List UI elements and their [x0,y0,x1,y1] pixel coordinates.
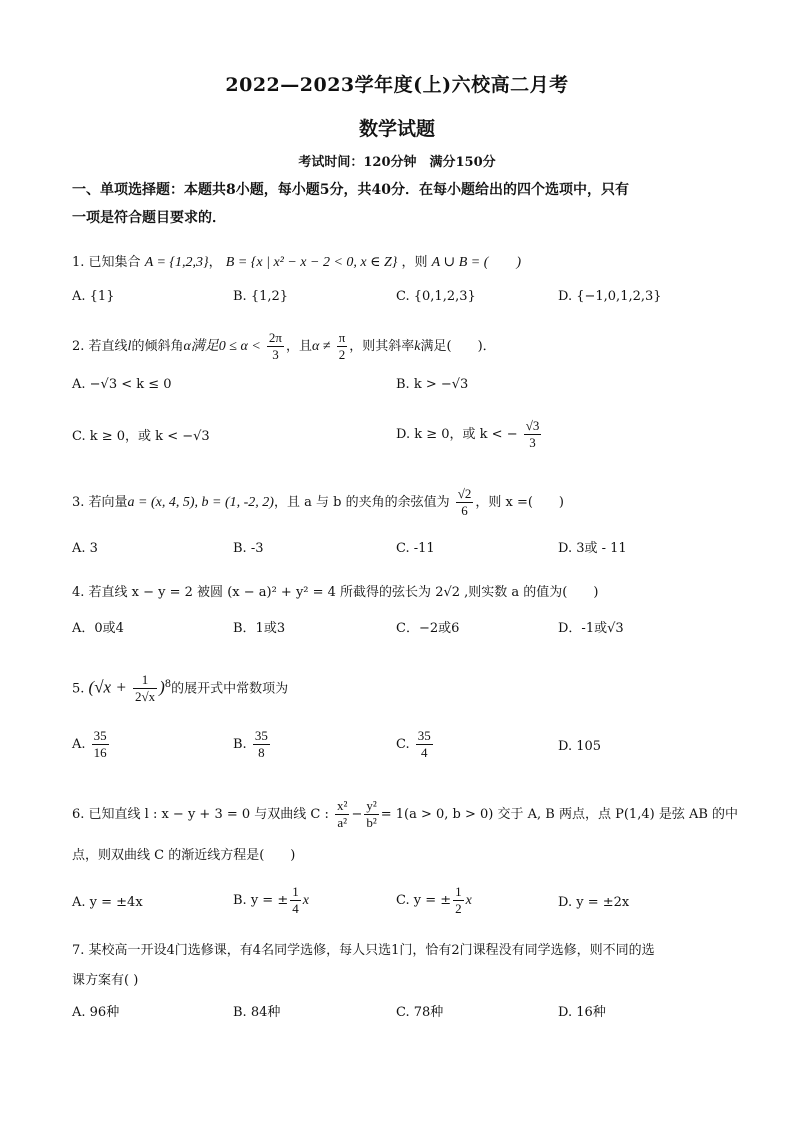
exam-info: 考试时间：120分钟 满分150分 [298,155,496,170]
q4-option-c: C．−2或6 [396,621,460,636]
q6-stem-a: 6. 已知直线 l : x − y + 3 = 0 与双曲线 C : [72,807,329,822]
q7-option-d: D. 16种 [558,1005,606,1020]
q1-option-b: B. {1,2} [233,289,289,304]
q5-option-a-den: 16 [93,745,107,760]
q2-option-b: B. k > −√3 [396,377,469,392]
q7-option-a: A. 96种 [72,1005,120,1020]
q6-option-c-num: 1 [455,884,462,899]
q1-set-b: B = {x | x² − x − 2 < 0, x ∈ Z} [225,255,398,270]
q6-option-d: D. y = ±2x [558,895,630,910]
q2-stem-c: ，且 [286,339,313,354]
q5-option-b-label: B. [233,737,247,752]
q2-frac2-num: π [338,330,346,345]
q3-frac-num: √2 [457,486,472,501]
q2-frac-2pi-3 [267,330,284,363]
question-7-stem-line2: 课方案有( ) [72,973,139,988]
q2-option-c: C. k ≥ 0，或 k < −√3 [72,429,210,444]
q6-option-b-text: B. y = ± [233,893,289,908]
q6-stem-b: = 1(a > 0, b > 0) 交于 A, B 两点，点 P(1,4) 是弦 AB 的中 [380,807,739,822]
q5-option-b-num: 35 [254,728,268,743]
q5-expr-a: (√x + [88,677,127,697]
question-1-stem: 1. 已知集合 A = {1,2,3}， B = {x | x² − x − 2 < 0, x ∈ Z} ，则 A ∪ B = ( ) [72,255,522,270]
question-3-stem [72,486,564,519]
exam-title: 2022—2023学年度(上)六校高二月考 [225,74,569,96]
q2-frac2-den: 2 [338,347,346,362]
q1-stem-b: ，则 [401,255,428,270]
q6-option-b-den: 4 [292,901,299,916]
q6-option-b [233,884,309,917]
q2-frac1-den: 3 [272,347,279,362]
q7-option-c: C. 78种 [396,1005,444,1020]
q6-option-a: A. y = ±4x [72,895,143,910]
subject-title: 数学试题 [358,118,435,140]
question-6-stem-line1 [72,798,738,831]
q4-option-d: D．-1或√3 [558,621,624,636]
q2-option-d-den: 3 [529,435,536,450]
q5-number: 5. [72,681,85,697]
section-heading-line2: 一项是符合题目要求的． [72,210,226,226]
q1-set-a: A = {1,2,3} [144,255,209,270]
q6-option-c-x: x [465,893,472,908]
q2-alpha-ne: α ≠ [312,339,331,354]
q3-option-d: D. 3或 - 11 [558,541,627,556]
q2-option-d [396,418,543,451]
q6-frac-y [364,798,378,831]
q6-frac-x-num: x² [337,798,348,813]
q6-option-c-text: C. y = ± [396,893,452,908]
q5-option-c-label: C. [396,737,410,752]
q2-option-a: A. −√3 < k ≤ 0 [72,377,172,392]
q2-alpha-cond: α满足0 ≤ α < [183,339,261,354]
q4-option-b: B．1或3 [233,621,286,636]
q3-option-c: C. -11 [396,541,435,556]
q5-option-c [396,728,435,761]
q3-option-b: B. -3 [233,541,264,556]
q2-l: l [127,339,132,354]
question-6-stem-line2: 点，则双曲线 C 的渐近线方程是( ) [72,848,296,863]
question-2-stem [72,330,496,363]
q6-option-c [396,884,472,917]
q3-option-a: A. 3 [72,541,98,556]
q2-stem-a: 2. 若直线 [72,339,128,354]
q6-minus: − [351,807,363,822]
q5-power: 8 [164,679,172,690]
q1-option-d: D. {−1,0,1,2,3} [558,289,662,304]
q5-option-c-frac [416,728,433,761]
q5-option-b-frac [253,728,270,761]
q5-frac [133,672,157,705]
q6-option-b-x: x [302,893,309,908]
q3-vectors: a = (x, 4, 5), b = (1, -2, 2) [127,495,274,510]
q6-option-b-frac [290,884,301,917]
q1-option-a: A. {1} [72,289,115,304]
question-4-stem: 4. 若直线 x − y = 2 被圆 (x − a)² + y² = 4 所截得的弦长为 2√2 ,则实数 a 的值为( ) [72,585,599,600]
q5-expr-b: ) [159,677,165,697]
q5-option-a-label: A. [72,737,86,752]
question-5-stem [72,670,288,705]
q2-frac1-num: 2π [268,330,282,345]
q6-option-c-den: 2 [455,901,462,916]
q2-option-d-text: D. k ≥ 0，或 k < − [396,427,518,442]
q5-stem: 的展开式中常数项为 [171,681,289,697]
section-heading-line1: 一、单项选择题：本题共8小题，每小题5分，共40分．在每小题给出的四个选项中，只有 [72,182,629,198]
q2-frac-pi-2 [337,330,348,363]
q1-expr: A ∪ B = ( ) [431,255,522,270]
q5-frac-num: 1 [133,672,157,689]
q2-k: k [414,339,421,354]
q3-stem-a: 3. 若向量 [72,495,128,510]
q1-option-c: C. {0,1,2,3} [396,289,476,304]
q2-stem-d: ，则其斜率 [349,339,415,354]
q6-option-b-num: 1 [292,884,299,899]
q7-option-b: B. 84种 [233,1005,281,1020]
q2-stem-b: 的倾斜角 [131,339,184,354]
q3-stem-b: ，且 a 与 b 的夹角的余弦值为 [273,495,450,510]
q3-frac [456,486,474,519]
q5-option-d: D. 105 [558,739,602,754]
q3-stem-c: ，则 x =( ) [475,495,564,510]
q6-frac-y-num: y² [366,798,377,813]
q2-option-d-frac [524,418,542,451]
q2-stem-e: 满足( )． [420,339,496,354]
q6-option-c-frac [453,884,464,917]
q6-frac-x [335,798,349,831]
q2-option-d-num: √3 [525,418,540,433]
q5-option-c-num: 35 [417,728,431,743]
q1-stem-a: 1. 已知集合 [72,255,141,270]
q5-option-a-num: 35 [93,728,107,743]
q5-option-b-den: 8 [258,745,265,760]
q5-option-a [72,728,111,761]
question-7-stem-line1: 7. 某校高一开设4门选修课，有4名同学选修，每人只选1门，恰有2门课程没有同学选修，则不同的选 [72,943,655,958]
q5-option-b [233,728,272,761]
q6-frac-y-den: b² [366,815,377,830]
q6-frac-x-den: a² [337,815,348,830]
q5-frac-den: 2√x [134,689,156,705]
q3-frac-den: 6 [461,503,468,518]
q4-option-a: A．0或4 [72,621,124,636]
q5-option-c-den: 4 [421,745,428,760]
q5-option-a-frac [92,728,109,761]
